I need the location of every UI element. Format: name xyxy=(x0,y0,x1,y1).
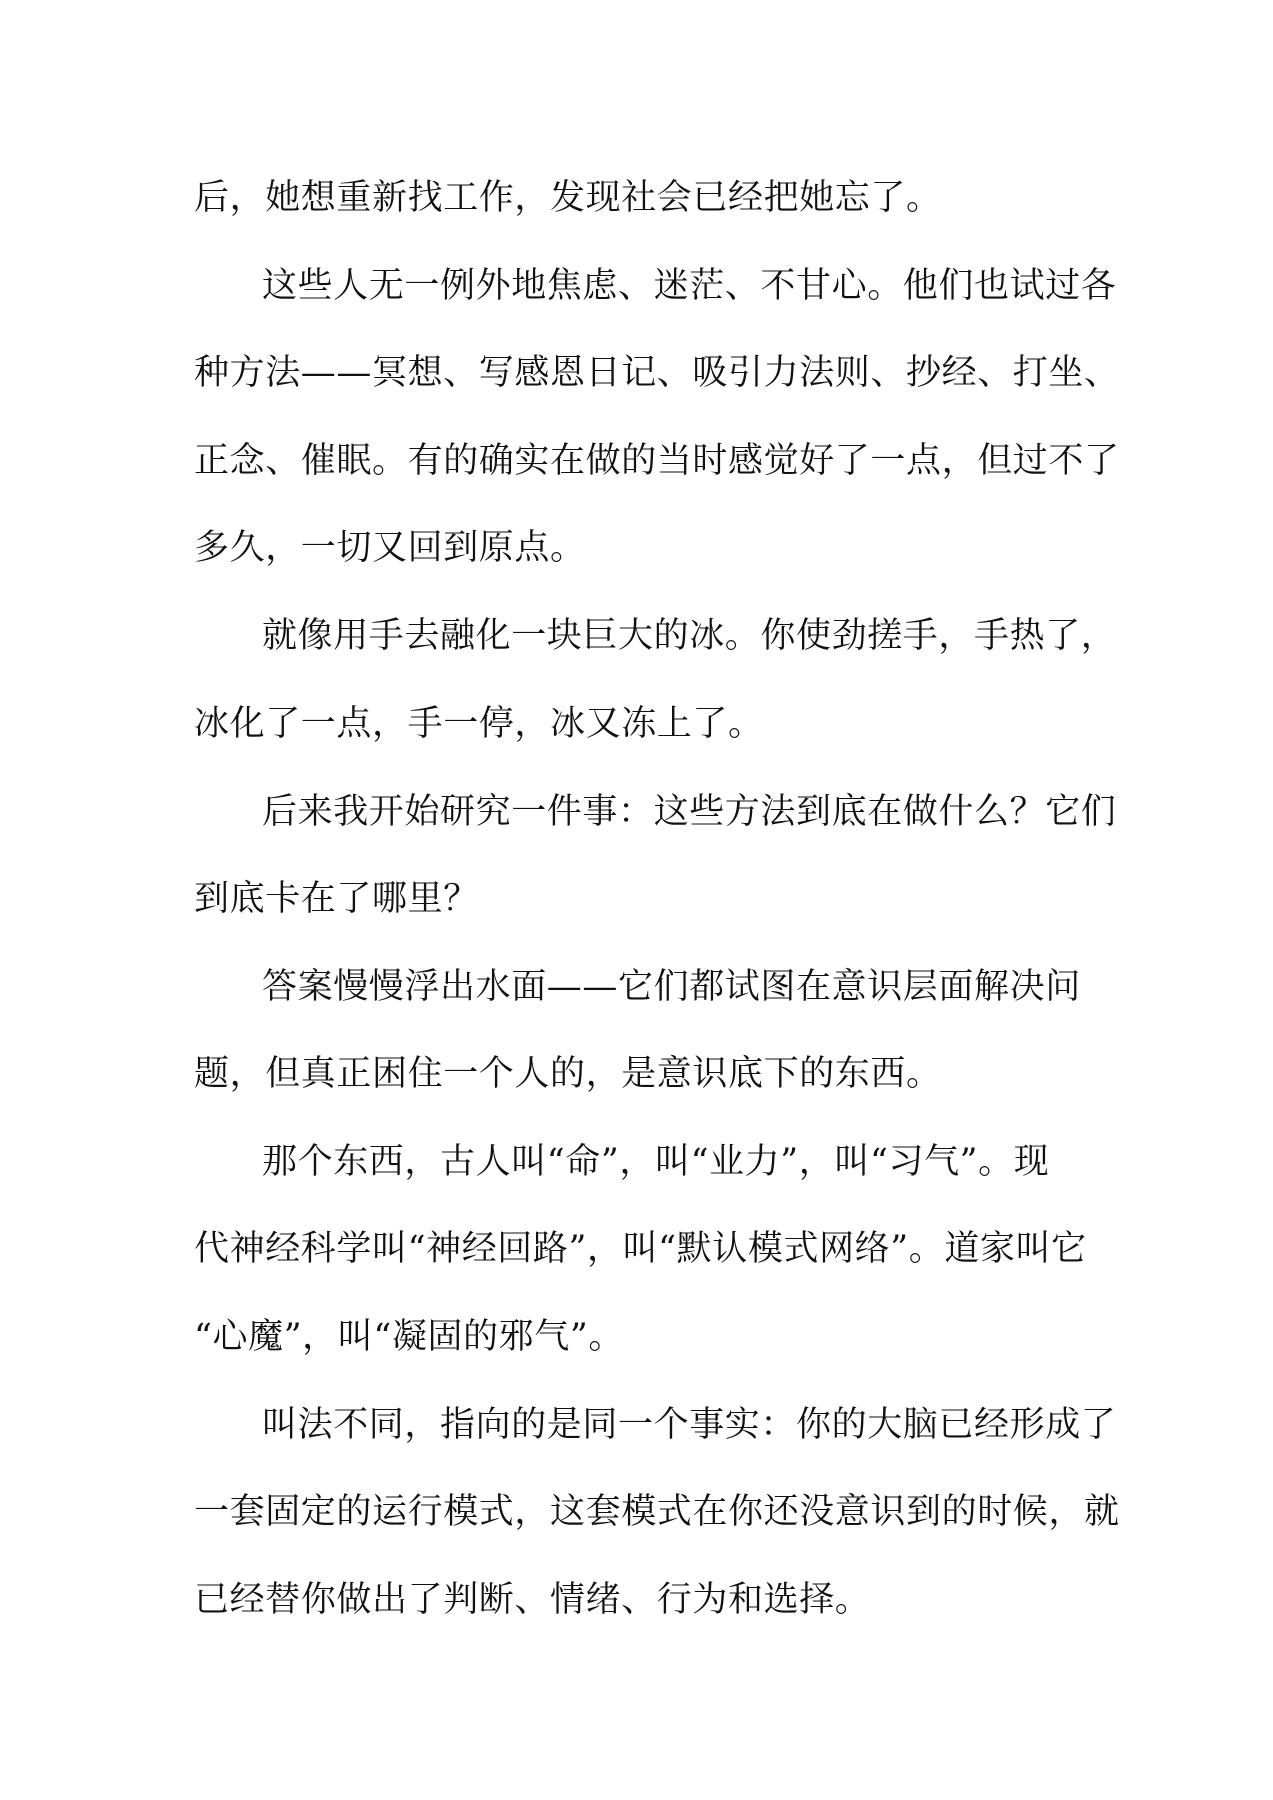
text-line: 冰化了一点，手一停，冰又冻上了。 xyxy=(194,704,764,744)
text-line: 代神经科学叫“神经回路”，叫“默认模式网络”。道家叫它 xyxy=(194,1229,1087,1269)
text-line: 后来我开始研究一件事：这些方法到底在做什么？它们 xyxy=(262,792,1117,832)
text-line: 答案慢慢浮出水面——它们都试图在意识层面解决问 xyxy=(262,967,1081,1007)
text-line: 多久，一切又回到原点。 xyxy=(194,528,586,568)
text-line: 到底卡在了哪里？ xyxy=(194,879,479,919)
text-line: 叫法不同，指向的是同一个事实：你的大脑已经形成了 xyxy=(262,1405,1117,1445)
text-line: 这些人无一例外地焦虑、迷茫、不甘心。他们也试过各 xyxy=(262,266,1117,306)
text-line: “心魔”，叫“凝固的邪气”。 xyxy=(194,1317,624,1357)
text-line: 正念、催眠。有的确实在做的当时感觉好了一点，但过不了 xyxy=(194,441,1120,481)
text-line: 种方法——冥想、写感恩日记、吸引力法则、抄经、打坐、 xyxy=(194,353,1120,393)
text-line: 已经替你做出了判断、情绪、行为和选择。 xyxy=(194,1580,871,1620)
text-line: 后，她想重新找工作，发现社会已经把她忘了。 xyxy=(194,178,942,218)
text-line: 一套固定的运行模式，这套模式在你还没意识到的时候，就 xyxy=(194,1492,1120,1532)
text-line: 题，但真正困住一个人的，是意识底下的东西。 xyxy=(194,1054,942,1094)
text-line: 就像用手去融化一块巨大的冰。你使劲搓手，手热了， xyxy=(262,616,1117,656)
text-line: 那个东西，古人叫“命”，叫“业力”，叫“习气”。现 xyxy=(262,1142,1050,1182)
